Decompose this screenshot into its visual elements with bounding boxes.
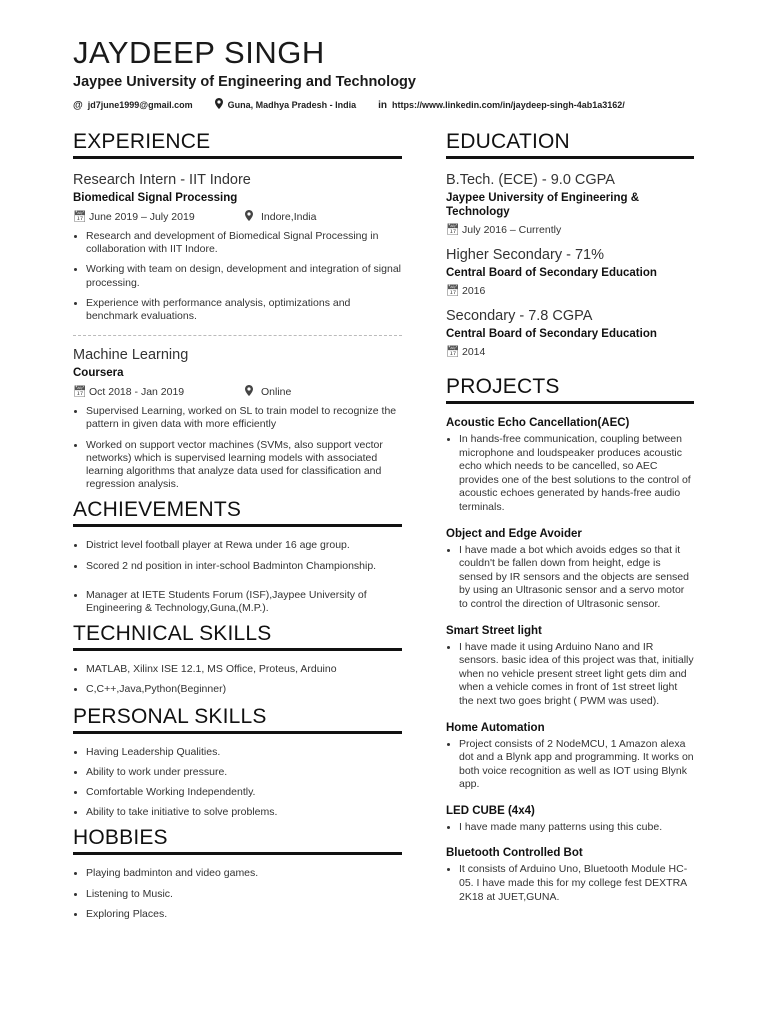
achievements-list: [73, 539, 402, 615]
map-marker-icon: [245, 385, 255, 400]
list-item: • Having Leadership Qualities.: [86, 746, 402, 759]
project-entry: [446, 624, 694, 709]
date-item: [73, 385, 213, 400]
project-bullets: [446, 544, 694, 612]
list-item: • District level football player at Rewa under 16 age group.: [86, 539, 402, 552]
experience-date: June 2019 – July 2019: [89, 211, 195, 223]
place-item: [245, 210, 316, 225]
email-contact[interactable]: [73, 98, 193, 112]
technical-skills-heading: TECHNICAL SKILLS: [73, 622, 402, 651]
project-entry: [446, 804, 694, 835]
experience-entry: [73, 346, 402, 491]
hobbies-heading: HOBBIES: [73, 826, 402, 855]
list-item: • I have made it using Arduino Nano and IR sensors. basic idea of this project was that, initially when no vehicle present street light gets dim and when a vehicle comes in front of 1st street light the next two goes bright ( PWM was used).: [459, 641, 694, 709]
date-item: [446, 224, 561, 237]
list-item: • I have made many patterns using this cube.: [459, 821, 694, 835]
list-item: • Playing badminton and video games.: [86, 867, 402, 880]
experience-role: Research Intern - IIT Indore: [73, 172, 251, 188]
project-bullets: [446, 738, 694, 792]
place-item: [245, 385, 291, 400]
list-item: • I have made a bot which avoids edges so that it couldn't be fallen down from height, edge is sensed by IR sensors and the objects are sensed by using an Ultrasonic sensor and a servo motor to control the direction of Ultrasonic sensor.: [459, 544, 694, 612]
calendar-icon: 📅︎: [446, 224, 460, 236]
education-heading: EDUCATION: [446, 130, 694, 159]
education-meta: [446, 224, 694, 237]
education-entry: [446, 171, 694, 237]
list-item: • Scored 2 nd position in inter-school Badminton Championship.: [86, 560, 402, 573]
list-item: • Ability to take initiative to solve problems.: [86, 806, 402, 819]
project-bullets: [446, 821, 694, 835]
experience-section: [73, 130, 402, 491]
education-date: July 2016 – Currently: [462, 224, 562, 236]
list-item: • Listening to Music.: [86, 888, 402, 901]
education-degree: Secondary - 7.8 CGPA: [446, 308, 593, 324]
project-entry: [446, 846, 694, 904]
list-item: • C,C++,Java,Python(Beginner): [86, 683, 402, 696]
project-name: Smart Street light: [446, 624, 542, 637]
candidate-university: Jaypee University of Engineering and Technology: [73, 74, 416, 90]
list-item: • Working with team on design, development and integration of signal processing.: [86, 263, 402, 289]
linkedin-contact[interactable]: [378, 98, 625, 112]
project-entry: [446, 416, 694, 515]
experience-meta: [73, 210, 402, 225]
experience-org: Biomedical Signal Processing: [73, 192, 238, 204]
experience-heading: EXPERIENCE: [73, 130, 402, 159]
projects-section: [446, 375, 694, 904]
education-degree: B.Tech. (ECE) - 9.0 CGPA: [446, 172, 615, 188]
education-date: 2016: [462, 285, 486, 297]
map-marker-icon: [215, 98, 223, 112]
project-bullets: [446, 641, 694, 709]
experience-role: Machine Learning: [73, 347, 189, 364]
project-name: LED CUBE (4x4): [446, 804, 535, 817]
date-item: [446, 346, 485, 359]
location-text: Guna, Madhya Pradesh - India: [227, 100, 357, 110]
education-section: [446, 130, 694, 359]
education-school: Central Board of Secondary Education: [446, 328, 657, 340]
project-name: Acoustic Echo Cancellation(AEC): [446, 417, 630, 429]
calendar-icon: 📅︎: [446, 285, 460, 297]
right-column: [446, 130, 694, 916]
education-entry: [446, 307, 694, 359]
project-entry: [446, 527, 694, 612]
education-school: Central Board of Secondary Education: [446, 267, 657, 279]
contact-row: [73, 98, 693, 112]
experience-place: Indore,India: [261, 211, 317, 223]
candidate-name: JAYDEEP SINGH: [73, 35, 325, 70]
education-degree: Higher Secondary - 71%: [446, 247, 604, 263]
project-bullets: [446, 863, 694, 904]
project-name: Home Automation: [446, 721, 545, 734]
project-entry: [446, 721, 694, 792]
entry-divider: [73, 335, 402, 336]
calendar-icon: 📅︎: [73, 211, 87, 223]
date-item: [446, 285, 485, 298]
list-item: • In hands-free communication, coupling between microphone and loudspeaker produces acoustic echo which needs to be cancelled, so AEC provides one of the best solutions to the control of acoustic echoes generated by hands-free audio terminals.: [459, 433, 694, 515]
projects-heading: PROJECTS: [446, 375, 694, 404]
experience-org: Coursera: [73, 367, 124, 380]
list-item: • Comfortable Working Independently.: [86, 786, 402, 799]
education-meta: [446, 346, 694, 359]
location-contact: [215, 98, 357, 112]
project-name: Bluetooth Controlled Bot: [446, 847, 583, 860]
personal-skills-section: [73, 705, 402, 820]
linkedin-icon: in: [378, 99, 388, 111]
linkedin-text: https://www.linkedin.com/in/jaydeep-singh-4ab1a3162/: [392, 100, 625, 110]
list-item: • Worked on support vector machines (SVMs, also support vector networks) which is supervised learning models with associated learning algorithms that analyze data used for classification and regression analysis.: [86, 439, 402, 492]
personal-skills-list: [73, 746, 402, 820]
list-item: • Exploring Places.: [86, 908, 402, 921]
experience-date: Oct 2018 - Jan 2019: [89, 386, 185, 399]
education-meta: [446, 285, 694, 298]
education-school: Jaypee University of Engineering & Technology: [446, 192, 640, 218]
hobbies-section: [73, 826, 402, 921]
list-item: • Supervised Learning, worked on SL to train model to recognize the pattern in given data with more efficiently: [86, 405, 402, 431]
project-bullets: [446, 433, 694, 515]
achievements-section: [73, 498, 402, 615]
list-item: • Experience with performance analysis, optimizations and benchmark evaluations.: [86, 297, 402, 323]
list-item: • Project consists of 2 NodeMCU, 1 Amazon alexa dot and a Blynk app and programming. It works on both voice recognition as well as IOT using Blynk app.: [459, 738, 694, 792]
email-text: jd7june1999@gmail.com: [87, 100, 193, 110]
technical-skills-list: [73, 663, 402, 696]
experience-bullets: [73, 230, 402, 323]
achievements-heading: ACHIEVEMENTS: [73, 498, 402, 527]
experience-entry: [73, 171, 402, 323]
calendar-icon: 📅︎: [446, 346, 460, 358]
date-item: [73, 210, 213, 225]
list-item: • Manager at IETE Students Forum (ISF),Jaypee University of Engineering & Technology,Guna,(M.P.).: [86, 589, 402, 615]
education-date: 2014: [462, 346, 486, 358]
resume-header: [73, 36, 693, 112]
calendar-icon: 📅︎: [73, 386, 87, 399]
project-name: Object and Edge Avoider: [446, 527, 582, 540]
left-column: [73, 130, 402, 928]
list-item: • MATLAB, Xilinx ISE 12.1, MS Office, Proteus, Arduino: [86, 663, 402, 676]
education-entry: [446, 246, 694, 298]
list-item: • Ability to work under pressure.: [86, 766, 402, 779]
experience-place: Online: [261, 386, 292, 399]
personal-skills-heading: PERSONAL SKILLS: [73, 705, 402, 734]
hobbies-list: [73, 867, 402, 921]
list-item: • Research and development of Biomedical Signal Processing in collaboration with IIT Indore.: [86, 230, 402, 256]
list-item: • It consists of Arduino Uno, Bluetooth Module HC-05. I have made this for my college fest DEXTRA 2K18 at JUET,GUNA.: [459, 863, 694, 904]
experience-meta: [73, 385, 402, 400]
at-icon: @: [73, 99, 83, 111]
map-marker-icon: [245, 210, 255, 225]
technical-skills-section: [73, 622, 402, 696]
experience-bullets: [73, 405, 402, 491]
